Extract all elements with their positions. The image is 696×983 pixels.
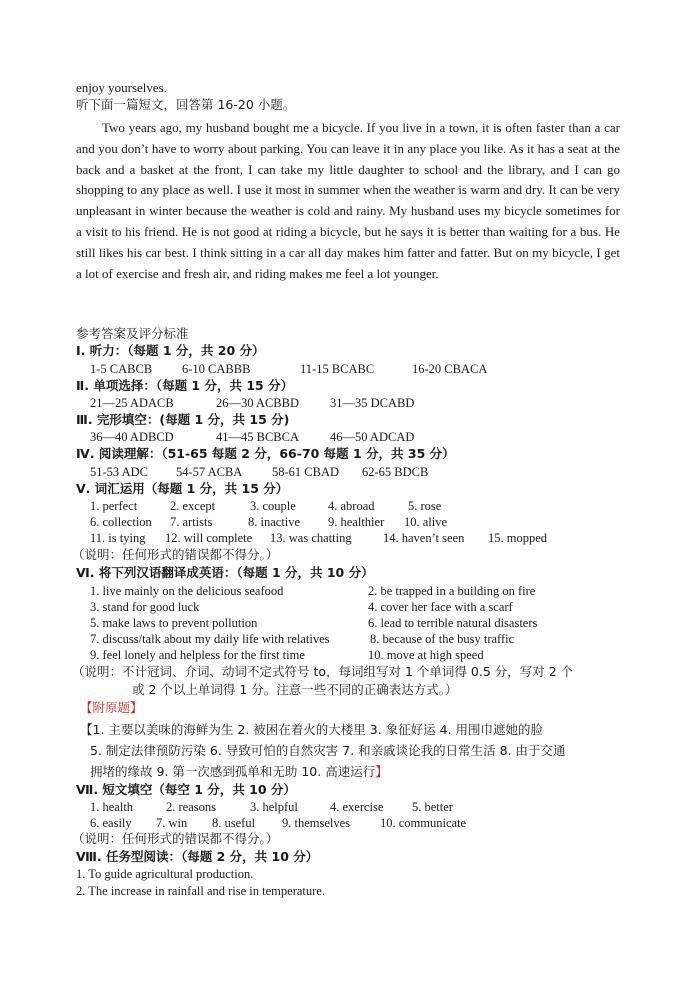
section-8-heading: Ⅷ. 任务型阅读：（每题 2 分，共 10 分） xyxy=(76,849,319,864)
answer-item: 2. The increase in rainfall and rise in temperature. xyxy=(76,884,325,898)
translation-item: 9. feel lonely and helpless for the first time xyxy=(90,648,305,662)
appendix-line-2: 5. 制定法律预防污染 6. 导致可怕的自然灾害 7. 和亲戚谈论我的日常生活 8. 由于交通 xyxy=(90,743,566,758)
answer-item: 58-61 CBAD xyxy=(272,465,340,479)
answer-item: 26—30 ACBBD xyxy=(216,396,300,410)
translation-item: 5. make laws to prevent pollution xyxy=(90,616,258,630)
answer-item: 1. To guide agricultural production. xyxy=(76,867,254,881)
translation-item: 7. discuss/talk about my daily life with relatives xyxy=(90,632,330,646)
answer-item: 1. health xyxy=(90,800,134,814)
answer-item: 1. perfect xyxy=(90,499,138,513)
answer-item: 4. abroad xyxy=(328,499,375,513)
section-2-heading: Ⅱ. 单项选择：（每题 1 分，共 15 分） xyxy=(76,378,294,393)
answers-title: 参考答案及评分标准 xyxy=(76,326,189,341)
answer-item: 12. will complete xyxy=(165,531,253,545)
answer-item: 8. inactive xyxy=(248,515,301,529)
section-6-note: （说明：不计冠词、介词、动词不定式符号 to，每词组写对 1 个单词得 0.5 分，写对 2 个 xyxy=(72,664,574,679)
section-7-heading: Ⅶ. 短文填空（每空 1 分，共 10 分） xyxy=(76,782,296,797)
answer-item: 11. is tying xyxy=(90,531,146,545)
answer-item: 9. themselves xyxy=(282,816,351,830)
translation-item: 10. move at high speed xyxy=(368,648,484,662)
translation-item: 1. live mainly on the delicious seafood xyxy=(90,584,284,598)
listening-passage: Two years ago, my husband bought me a bicycle. If you live in a town, it is often faster than a car and you don’t have to worry about parking. You can leave it in any place you like. As it has a seat at the back and a basket at the front, I can take my little daughter to school and the library, and I can go shopping to any place as well. I use it most in summer when the weather is warm and dry. It can be very unpleasant in winter because the weather is cold and rainy. My husband uses my bicycle sometimes for a visit to his friend. He is not good at riding a bicycle, but he says it is better than waiting for a bus. He still likes his car best. I think sitting in a car all day makes him fatter and fatter. But on my bicycle, I get a lot of exercise and fresh air, and riding makes me feel a lot younger. xyxy=(76,120,620,281)
listening-instruction: 听下面一篇短文，回答第 16-20 小题。 xyxy=(76,97,296,112)
answer-item: 14. haven’t seen xyxy=(383,531,465,545)
section-6-heading: Ⅵ. 将下列汉语翻译成英语：（每题 1 分，共 10 分） xyxy=(76,565,374,580)
answer-item: 6. easily xyxy=(90,816,132,830)
translation-item: 6. lead to terrible natural disasters xyxy=(368,616,538,630)
answer-item: 31—35 DCABD xyxy=(330,396,415,410)
section-4-heading: Ⅳ. 阅读理解：（51-65 每题 2 分，66-70 每题 1 分，共 35 分） xyxy=(76,446,455,461)
answer-item: 36—40 ADBCD xyxy=(90,430,174,444)
answer-item: 13. was chatting xyxy=(270,531,352,545)
answer-item: 46—50 ADCAD xyxy=(330,430,415,444)
translation-item: 3. stand for good luck xyxy=(90,600,200,614)
translation-item: 2. be trapped in a building on fire xyxy=(368,584,536,598)
answer-item: 2. reasons xyxy=(166,800,216,814)
answer-item: 7. artists xyxy=(170,515,213,529)
appendix-label: 【附原题】 xyxy=(80,700,143,715)
translation-item: 8. because of the busy traffic xyxy=(370,632,515,646)
answer-item: 5. better xyxy=(412,800,453,814)
answer-item: 6. collection xyxy=(90,515,152,529)
answer-item: 41—45 BCBCA xyxy=(216,430,300,444)
answer-item: 10. communicate xyxy=(380,816,467,830)
answer-item: 3. couple xyxy=(250,499,296,513)
answer-item: 11-15 BCABC xyxy=(300,362,375,376)
answer-item: 3. helpful xyxy=(250,800,298,814)
section-3-heading: Ⅲ. 完形填空：(每题 1 分，共 15 分) xyxy=(76,412,290,427)
translation-item: 4. cover her face with a scarf xyxy=(368,600,513,614)
answer-item: 15. mopped xyxy=(488,531,548,545)
section-1-heading: Ⅰ. 听力：（每题 1 分，共 20 分） xyxy=(76,343,265,358)
answer-item: 1-5 CABCB xyxy=(90,362,153,376)
section-5-heading: Ⅴ. 词汇运用（每题 1 分，共 15 分） xyxy=(76,481,289,496)
answer-item: 6-10 CABBB xyxy=(182,362,251,376)
answer-item: 10. alive xyxy=(404,515,448,529)
answer-item: 7. win xyxy=(156,816,188,830)
intro-line: enjoy yourselves. xyxy=(76,80,167,95)
answer-item: 8. useful xyxy=(212,816,256,830)
answer-item: 16-20 CBACA xyxy=(412,362,488,376)
section-5-note: （说明：任何形式的错误都不得分。） xyxy=(72,547,279,562)
appendix-line-1: 【1. 主要以美味的海鲜为生 2. 被困在着火的大楼里 3. 象征好运 4. 用围巾遮她的脸 xyxy=(80,722,544,737)
answer-item: 4. exercise xyxy=(330,800,384,814)
answer-item: 54-57 ACBA xyxy=(176,465,243,479)
section-7-note: （说明：任何形式的错误都不得分。） xyxy=(72,831,279,846)
answer-item: 9. healthier xyxy=(328,515,385,529)
answer-item: 2. except xyxy=(170,499,216,513)
answer-item: 62-65 BDCB xyxy=(362,465,429,479)
closing-bracket: 】 xyxy=(375,764,388,779)
answer-item: 21—25 ADACB xyxy=(90,396,174,410)
answer-item: 5. rose xyxy=(408,499,442,513)
appendix-line-3: 拥堵的缘故 9. 第一次感到孤单和无助 10. 高速运行】 xyxy=(90,764,388,779)
section-6-note-continued: 或 2 个以上单词得 1 分。注意一些不同的正确表达方式。） xyxy=(132,682,458,697)
answer-item: 51-53 ADC xyxy=(90,465,148,479)
